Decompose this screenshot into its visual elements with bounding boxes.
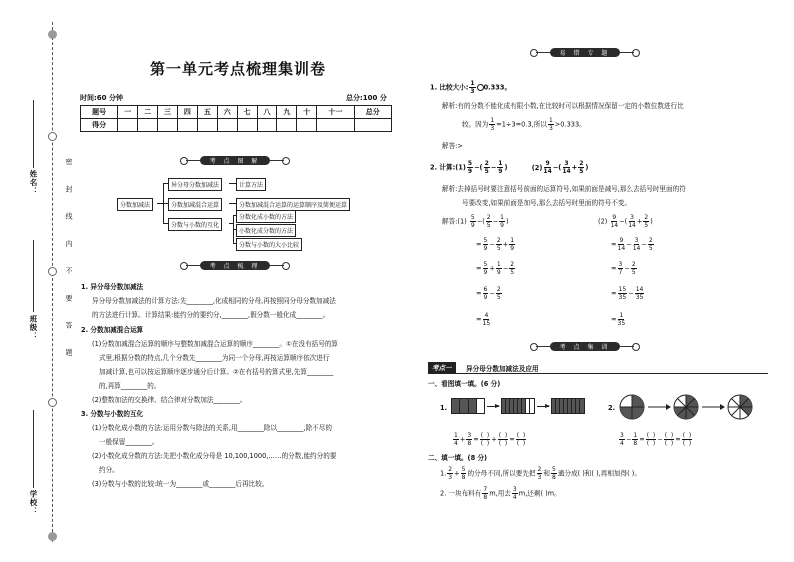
school-line — [33, 410, 34, 488]
banner-concept-map: 考 点 图 解 — [185, 155, 285, 165]
solution-2-step: = $\frac{1}{35}$ — [611, 312, 626, 327]
score-input-cell[interactable] — [317, 119, 354, 132]
score-table — [80, 105, 392, 132]
practice-1-equation: $\frac{1}{4}$ + $\frac{3}{8}$ = $\frac{( )}{( )}$ + $\frac{( )}{( )}$ = $\frac{( )}{( )}$ — [454, 432, 526, 447]
score-cell: 五 — [197, 106, 217, 119]
review-line: (2)整数加法的交换律、结合律对分数加法________。 — [92, 396, 247, 404]
score-cell: 十一 — [317, 106, 354, 119]
solution-2-step: = $\frac{9}{14}$ − $\frac{3}{14}$ − $\frac{2}{5}$ — [611, 237, 653, 252]
binding-hole — [48, 30, 57, 39]
seal-notice: 密 封 线 内 不 要 答 题 — [65, 158, 73, 365]
score-input-cell[interactable] — [297, 119, 317, 132]
review-line: (2)小数化成分数的方法:先把小数化成分母是 10,100,1000,……的分数,能约分的要 — [92, 452, 337, 460]
review-line: 一般保留________。 — [99, 438, 159, 446]
score-input-cell[interactable] — [217, 119, 237, 132]
score-info: 总分:100 分 — [346, 94, 387, 102]
review-section-2: 2. 分数加减混合运算 — [81, 326, 144, 334]
analysis-line: 较。因为 $\frac{1}{3}$ =1÷3=0.3̇,所以 $\frac{1}{3}$ >0.333。 — [462, 117, 586, 132]
analysis-line: 解析:有的分数不能化成有限小数,在比较时可以根据情况保留一定的小数位数进行比 — [442, 102, 684, 110]
fill-question-2: 2. 一块布料有 $\frac{7}{8}$ m,用去 $\frac{3}{4}$ m,还剩( )m。 — [440, 486, 561, 501]
score-cell: 八 — [257, 106, 277, 119]
review-section-1: 1. 异分母分数加减法 — [81, 283, 144, 291]
mindmap-branch-1: 异分母分数加减法 — [168, 178, 222, 191]
mindmap-branch-3a: 分数化成小数的方法 — [236, 210, 296, 223]
score-input-cell[interactable] — [177, 119, 197, 132]
class-label: 班级： — [29, 315, 38, 341]
solution-1-line: 解答:(1) $\frac{5}{9}$ −( $\frac{2}{5}$ − $\frac{1}{9}$ ) — [442, 214, 509, 229]
error-question-2: 2. 计算:(1) $\frac{5}{9}$ −( $\frac{2}{5}$ − $\frac{1}{9}$ ) (2) $\frac{9}{14}$ −( $\frac{3}{14}$ + $\frac{2}{5}$ ) — [430, 160, 589, 175]
unit-tag: 考点一 — [428, 362, 456, 373]
page-title: 第一单元考点梳理集训卷 — [150, 60, 327, 78]
score-cell: 一 — [118, 106, 138, 119]
circle-models — [618, 393, 758, 421]
practice-part-2: 二、填一填。(8 分) — [428, 454, 488, 462]
practice-2-equation: $\frac{3}{4}$ − $\frac{1}{8}$ = $\frac{( )}{( )}$ − $\frac{( )}{( )}$ = $\frac{( )}{( )}$ — [620, 432, 692, 447]
fill-question-1: 1. $\frac{2}{3}$ + $\frac{5}{8}$ 的分母不同,所以要先把 $\frac{2}{3}$ 和 $\frac{5}{8}$ 通分成( )和( ),再相加得( )。 — [440, 466, 641, 481]
practice-1-label: 1. — [440, 404, 448, 412]
score-cell: 九 — [277, 106, 297, 119]
solution-2-step: = $\frac{15}{35}$ − $\frac{14}{35}$ — [611, 286, 644, 301]
review-line: (3)分数与小数的比较:统一为________或________后再比较。 — [92, 480, 269, 488]
banner-practice: 考 点 集 训 — [530, 341, 640, 351]
mindmap-branch-2: 分数加减混合运算 — [168, 198, 222, 211]
bar-model-3 — [551, 398, 585, 414]
score-cell: 四 — [177, 106, 197, 119]
score-input-cell[interactable] — [158, 119, 178, 132]
score-table-score-row — [81, 119, 392, 132]
solution-2-step: = $\frac{3}{7}$ − $\frac{2}{5}$ — [611, 261, 636, 276]
score-input-cell[interactable] — [354, 119, 391, 132]
analysis-line: 号要改变,如果前面是加号,那么去括号时里面的符号不变。 — [462, 199, 632, 207]
error-question-1: 1. 比较大小: $\frac{1}{3}$ 0.333。 — [430, 80, 512, 95]
score-cell: 三 — [158, 106, 178, 119]
circle-model-2 — [674, 395, 698, 419]
score-cell: 六 — [217, 106, 237, 119]
answer-line: 解答:> — [442, 142, 463, 150]
arrow-icon — [487, 406, 499, 407]
binding-hole — [48, 132, 57, 141]
score-input-cell[interactable] — [138, 119, 158, 132]
mindmap-root: 分数加减法 — [117, 198, 153, 211]
score-cell: 总分 — [354, 106, 391, 119]
score-input-cell[interactable] — [118, 119, 138, 132]
mindmap-branch-2a: 分数加减混合运算的运算顺序及简便运算 — [236, 198, 350, 211]
score-input-cell[interactable] — [277, 119, 297, 132]
solution-1-step: = $\frac{6}{9}$ − $\frac{2}{5}$ — [476, 286, 501, 301]
mindmap-branch-3c: 分数与小数的大小比较 — [236, 238, 302, 251]
bar-model-1 — [451, 398, 485, 414]
arrow-icon — [537, 406, 549, 407]
binding-hole — [48, 398, 57, 407]
score-cell: 题号 — [81, 106, 118, 119]
name-line — [33, 100, 34, 168]
solution-1-step: = $\frac{4}{15}$ — [476, 312, 491, 327]
practice-part-1: 一、看图填一填。(6 分) — [428, 380, 501, 388]
score-cell: 十 — [297, 106, 317, 119]
arrow-icon — [720, 404, 725, 410]
time-info: 时间:60 分钟 — [80, 94, 123, 102]
score-input-cell[interactable] — [237, 119, 257, 132]
circle-model-3 — [728, 395, 752, 419]
banner-common-errors: 易 错 专 题 — [530, 47, 640, 57]
solution-2-line: (2) $\frac{9}{14}$ −( $\frac{3}{14}$ + $\frac{2}{5}$ ) — [598, 214, 653, 229]
review-line: 异分母分数加减法的计算方法:先________,化成相同的分母,再按照同分母分数加减法 — [92, 297, 336, 305]
name-label: 姓名： — [29, 170, 38, 196]
banner-key-points: 考 点 梳 理 — [185, 260, 285, 270]
school-label: 学校： — [29, 490, 38, 516]
mindmap-branch-3b: 小数化成分数的方法 — [236, 224, 296, 237]
binding-hole — [48, 532, 57, 541]
score-cell: 得分 — [81, 119, 118, 132]
arrow-icon — [666, 404, 671, 410]
review-section-3: 3. 分数与小数的互化 — [81, 410, 144, 418]
review-line: (1)分数加减混合运算的顺序与整数加减混合运算的顺序________。①在没有括号的算 — [92, 340, 339, 348]
binding-dashed-line — [52, 22, 53, 542]
bar-model-2 — [501, 398, 535, 414]
review-line: (1)分数化成小数的方法:运用分数与除法的关系,用________除以________,除不尽的 — [92, 424, 332, 432]
score-input-cell[interactable] — [197, 119, 217, 132]
analysis-line: 解析:去掉括号时要注意括号前面的运算符号,如果前面是减号,那么去括号时里面的符 — [442, 185, 686, 193]
compare-circle-icon[interactable] — [477, 84, 484, 91]
score-table-header-row — [81, 106, 392, 119]
unit-title: 异分母分数加减法及应用 — [466, 365, 539, 373]
score-cell: 二 — [138, 106, 158, 119]
practice-2-label: 2. — [608, 404, 616, 412]
review-line: 约分。 — [99, 466, 119, 474]
review-line: 的,再算________的。 — [99, 382, 161, 390]
class-line — [33, 240, 34, 312]
review-line: 的方法进行计算。计算结果:能约分的要约分,________,假分数一般化成________。 — [92, 311, 330, 319]
binding-hole — [48, 267, 57, 276]
mindmap-branch-1a: 计算方法 — [236, 178, 266, 191]
review-line: 式里,根据分数的特点,几个分数先________为同一个分母,再按运算顺序依次进行 — [99, 354, 330, 362]
mindmap-branch-3: 分数与小数的互化 — [168, 218, 222, 231]
solution-1-step: = $\frac{5}{9}$ − $\frac{2}{5}$ + $\frac{1}{9}$ — [476, 237, 515, 252]
review-line: 加减计算,也可以按运算顺序逐步通分后计算。②在有括号的算式里,先算________ — [99, 368, 334, 376]
score-cell: 七 — [237, 106, 257, 119]
solution-1-step: = $\frac{5}{9}$ + $\frac{1}{9}$ − $\frac{2}{5}$ — [476, 261, 515, 276]
circle-model-1 — [620, 395, 644, 419]
score-input-cell[interactable] — [257, 119, 277, 132]
